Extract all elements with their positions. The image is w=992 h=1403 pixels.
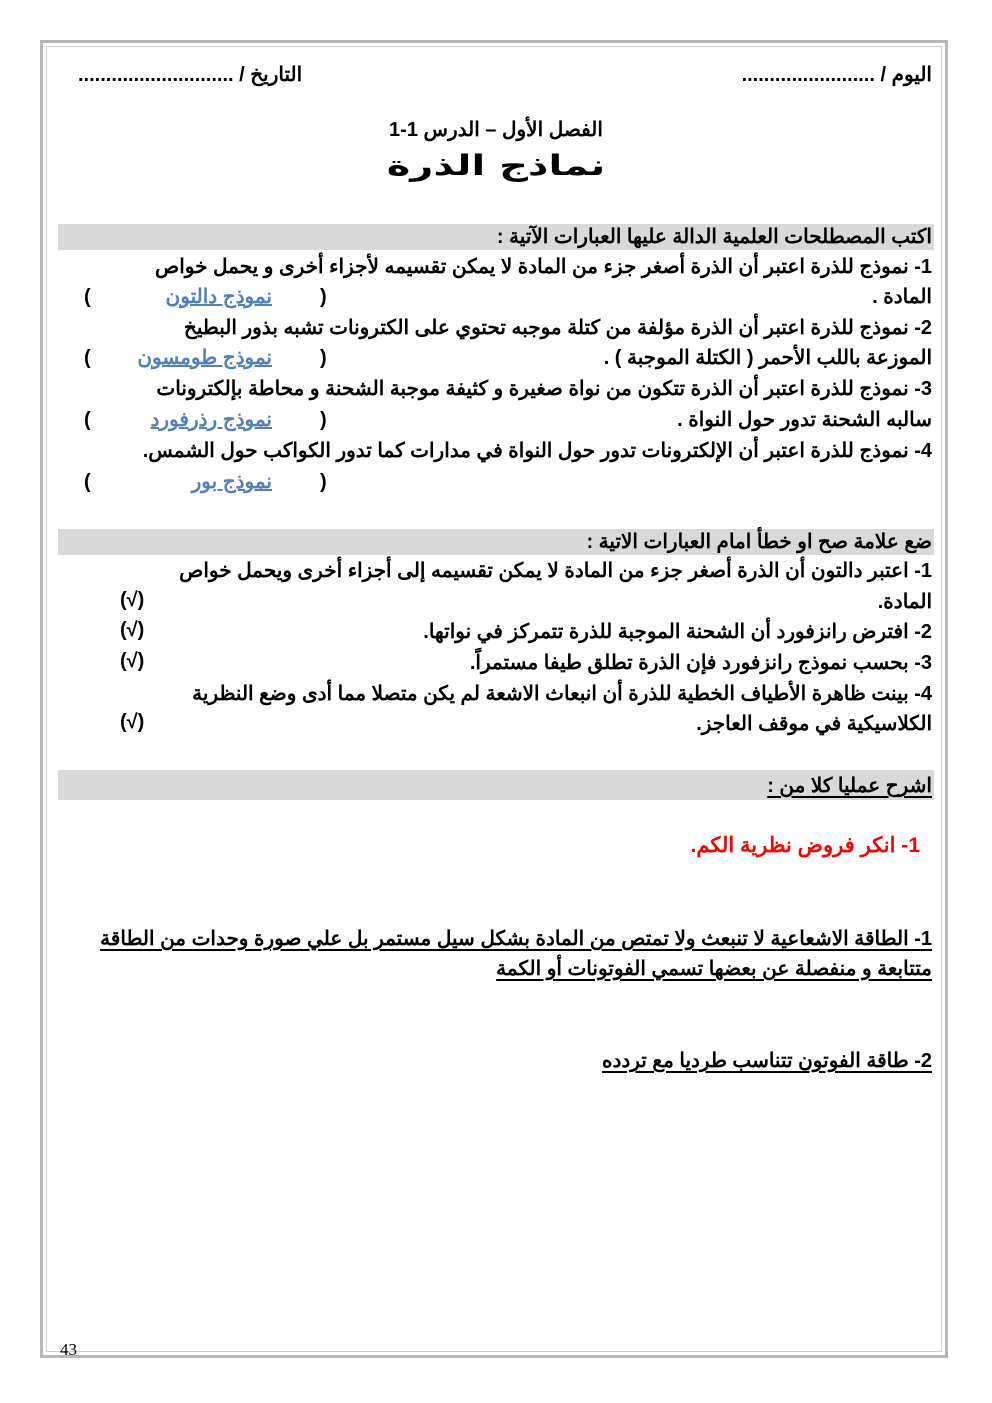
- day-field: اليوم / ........................: [741, 64, 932, 86]
- section3-question: 1- انكر فروض نظرية الكم.: [690, 834, 920, 857]
- s1-item3-line1: 3- نموذج للذرة اعتبر أن الذرة تتكون من نواة صغيرة و كثيفة موجبة الشحنة و محاطة بإلكترونات: [156, 378, 932, 400]
- section2-heading: ضع علامة صح او خطأ امام العبارات الاتية :: [586, 531, 932, 553]
- s1-item1-line1: 1- نموذج للذرة اعتبر أن الذرة أصغر جزء من المادة لا يمكن تقسيمه لأجزاء أخرى و يحمل خواص: [155, 256, 932, 278]
- check-mark-3: (√): [120, 650, 145, 672]
- answer-4: ( نموذج بور ): [84, 471, 327, 493]
- section1-heading: اكتب المصطلحات العلمية الدالة عليها العبارات الآتية :: [496, 226, 932, 248]
- section3-heading: اشرح عمليا كلا من :: [767, 775, 932, 797]
- s2-line3: 2- افترض رانزفورد أن الشحنة الموجبة للذرة تتمركز في نواتها.: [423, 621, 932, 643]
- s1-item3-line2: سالبه الشحنة تدور حول النواة .: [677, 409, 932, 431]
- s2-line2: المادة.: [877, 591, 932, 613]
- answer-text: نموذج رذرفورد: [150, 409, 272, 431]
- answer-text: نموذج طومسون: [137, 347, 272, 369]
- answer-text: نموذج بور: [191, 471, 272, 493]
- answer-2: ( نموذج طومسون ): [84, 347, 327, 369]
- s3-answer-line3: 2- طاقة الفوتون تتناسب طرديا مع تردده: [601, 1050, 932, 1072]
- s2-line6: الكلاسيكية في موقف العاجز.: [696, 713, 932, 735]
- lesson-subtitle: الفصل الأول – الدرس 1-1: [389, 119, 603, 141]
- s2-line1: 1- اعتبر دالتون أن الذرة أصغر جزء من المادة لا يمكن تقسيمه إلى أجزاء أخرى ويحمل خواص: [179, 560, 932, 582]
- s2-line5: 4- بينت ظاهرة الأطياف الخطية للذرة أن انبعاث الاشعة لم يكن متصلا مما أدى وضع النظرية: [192, 683, 932, 705]
- s1-item1-line2: المادة .: [872, 286, 932, 308]
- date-field: التاريخ / ............................: [78, 64, 303, 86]
- page-number: 43: [60, 1340, 77, 1359]
- check-mark-4: (√): [120, 711, 145, 733]
- check-mark-1: (√): [120, 589, 145, 611]
- s3-answer-line2: متتابعة و منفصلة عن بعضها تسمي الفوتونات أو الكمة: [496, 958, 932, 980]
- s1-item4-line1: 4- نموذج للذرة اعتبر أن الإلكترونات تدور حول النواة في مدارات كما تدور الكواكب حول الشمس.: [142, 440, 932, 462]
- s1-item2-line1: 2- نموذج للذرة اعتبر أن الذرة مؤلفة من كتلة موجبه تحتوي على الكترونات تشبه بذور البطيخ: [183, 317, 932, 339]
- lesson-title: نماذج الذرة: [386, 149, 606, 183]
- answer-text: نموذج دالتون: [165, 286, 272, 308]
- s2-line4: 3- بحسب نموذج رانزفورد فإن الذرة تطلق طيفا مستمراً.: [469, 652, 932, 674]
- s3-answer-line1: 1- الطاقة الاشعاعية لا تنبعث ولا تمتص من المادة بشكل سيل مستمر بل علي صورة وحدات من الطاقة: [100, 928, 932, 950]
- s1-item2-line2: الموزعة باللب الأحمر ( الكتلة الموجبة ) .: [603, 347, 932, 369]
- answer-1: ( نموذج دالتون ): [84, 286, 327, 308]
- answer-3: ( نموذج رذرفورد ): [84, 409, 327, 431]
- check-mark-2: (√): [120, 619, 145, 641]
